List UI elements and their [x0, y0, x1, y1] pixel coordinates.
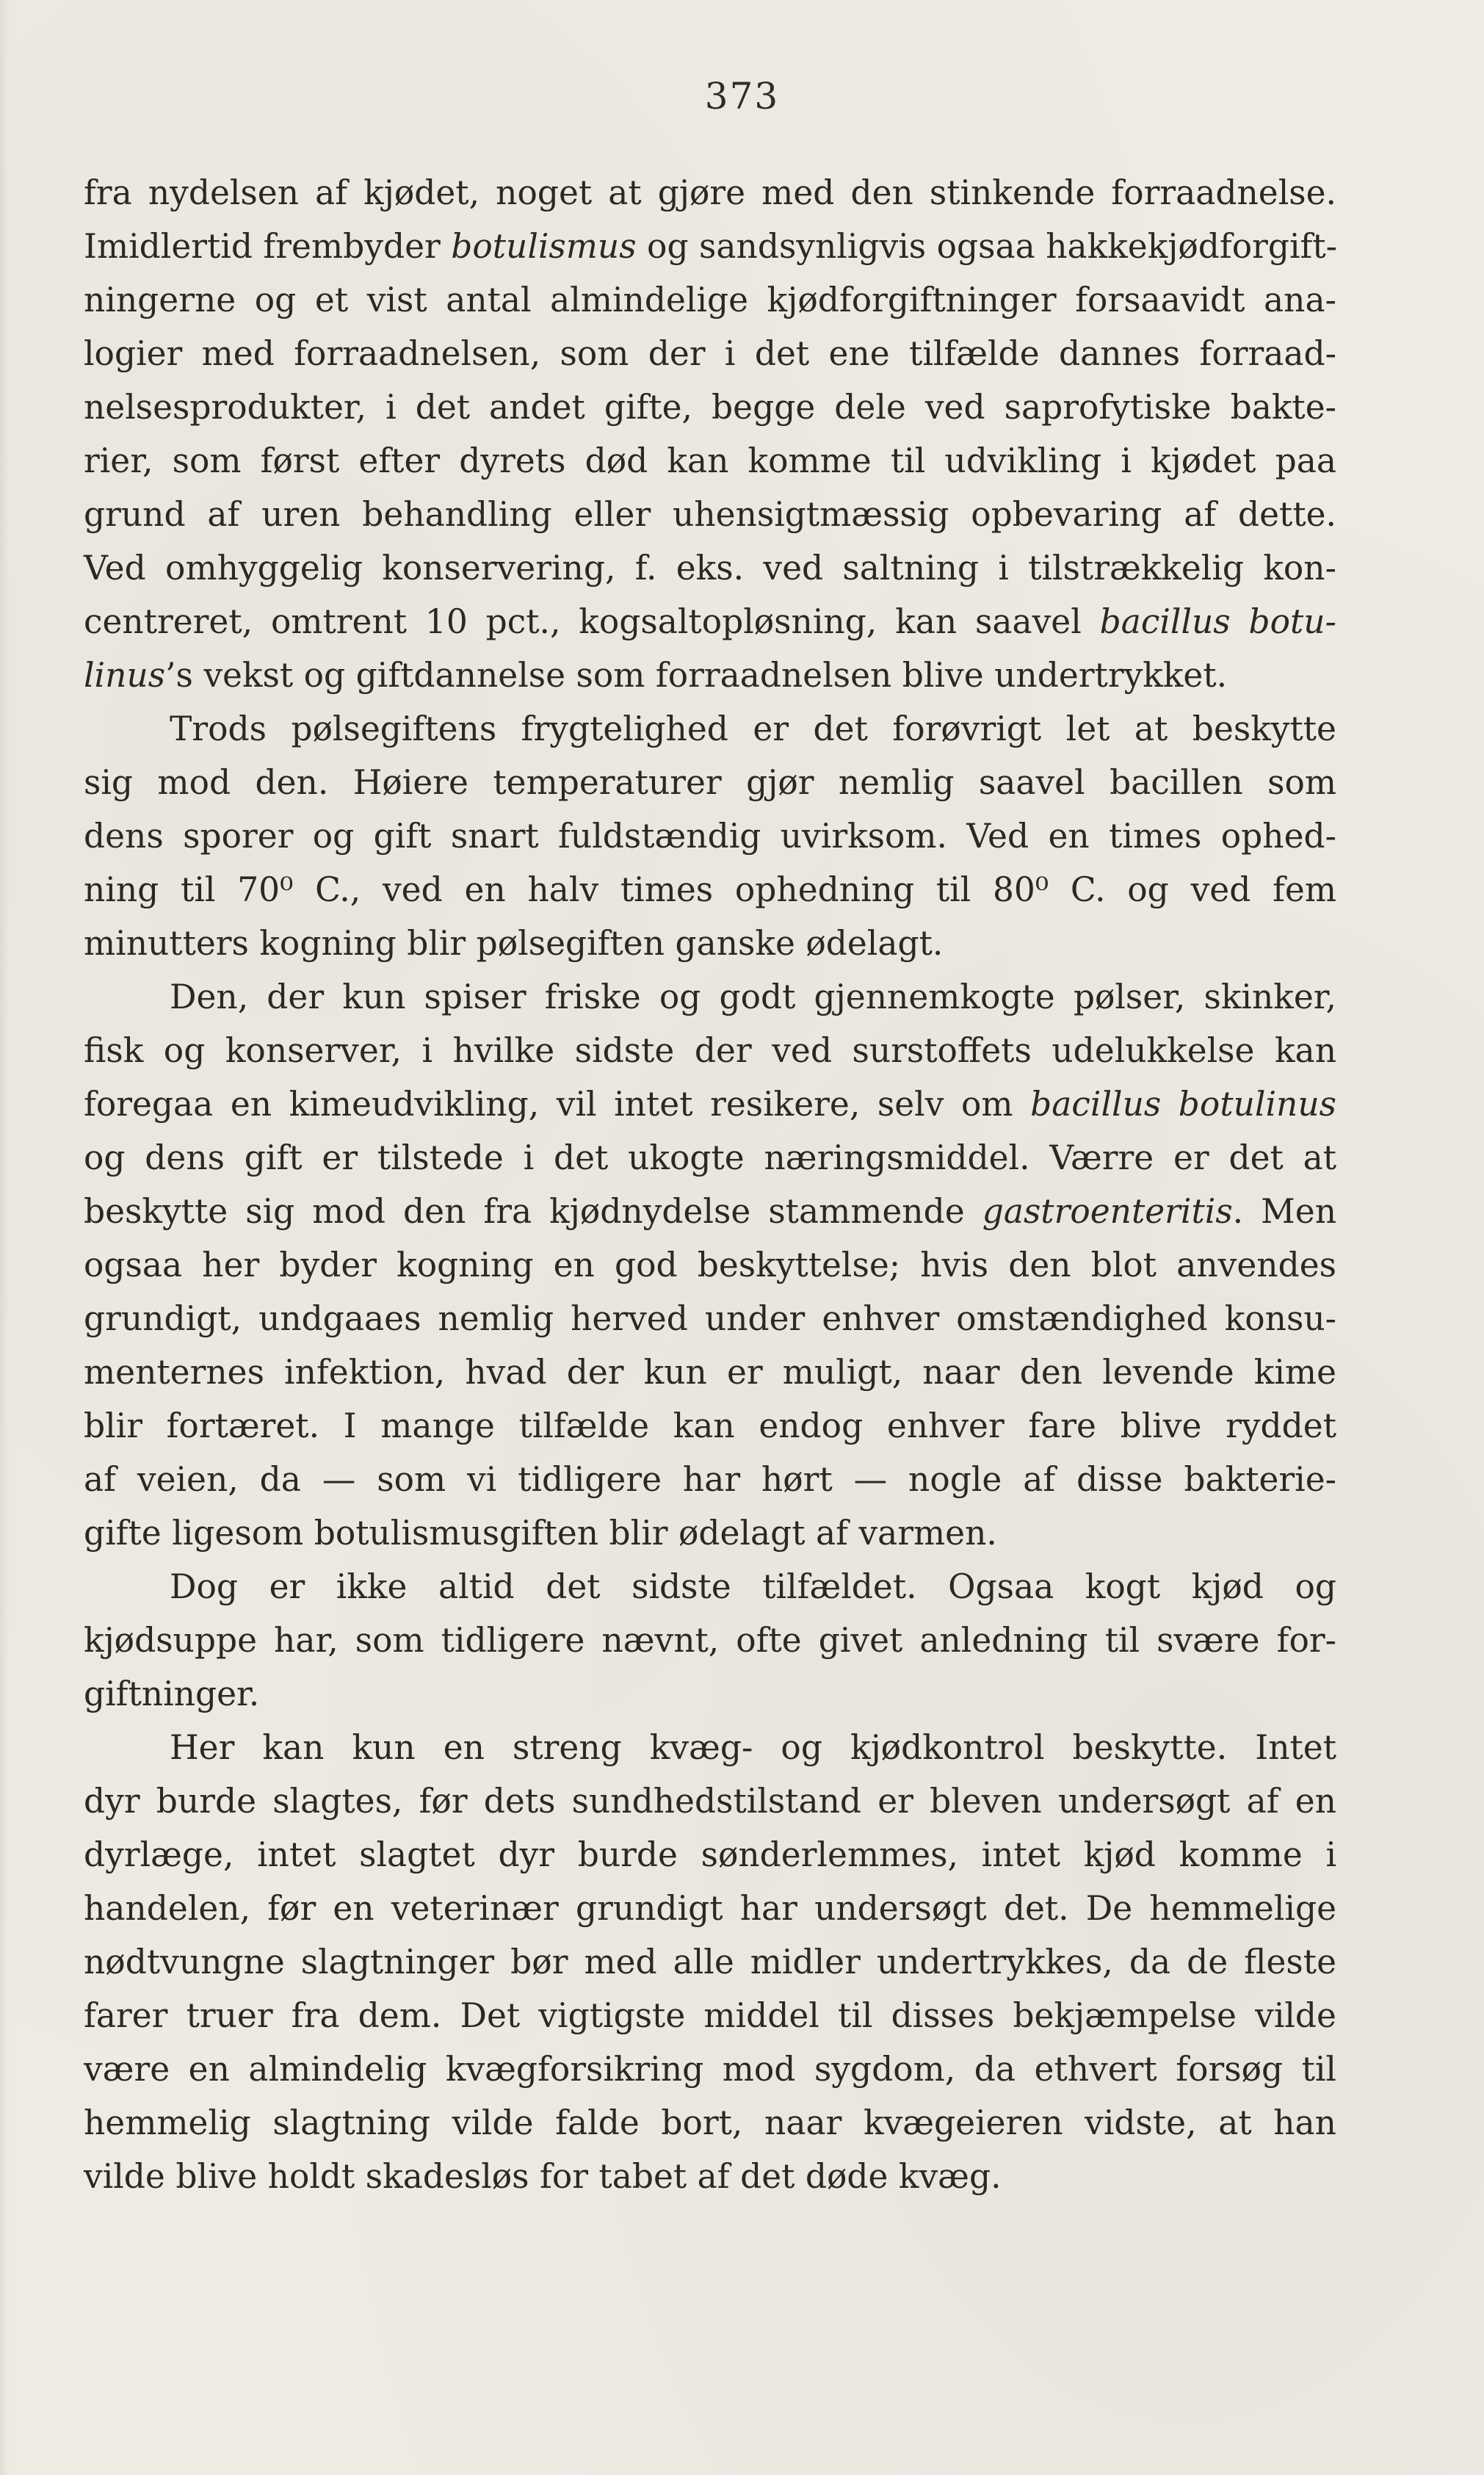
- text-segment: Den, der kun spiser friske og godt gjennemkogte pølser, skinker,: [170, 978, 1336, 1016]
- text-line: [84, 702, 1336, 756]
- text-line: [84, 1774, 1336, 1828]
- text-segment: og dens gift er tilstede i det ukogte næringsmiddel. Værre er det at: [84, 1138, 1336, 1177]
- text-segment: Imidlertid frembyder: [84, 227, 452, 266]
- text-line: [84, 595, 1336, 648]
- text-segment: fisk og konserver, i hvilke sidste der ved surstoffets udelukkelse kan: [84, 1031, 1336, 1070]
- italic-term: linus: [84, 656, 166, 695]
- text-line: [84, 1828, 1336, 1882]
- text-line: [84, 2150, 1336, 2203]
- text-line: [84, 380, 1336, 434]
- text-line: [84, 220, 1336, 273]
- text-line: [84, 863, 1336, 917]
- text-segment: og sandsynligvis ogsaa hakkekjødforgift-: [636, 227, 1338, 266]
- text-segment: være en almindelig kvægforsikring mod sygdom, da ethvert forsøg til: [84, 2050, 1336, 2089]
- text-segment: grundigt, undgaaes nemlig herved under enhver omstændighed konsu-: [84, 1299, 1336, 1338]
- text-line: [84, 1935, 1336, 1989]
- text-line: [84, 809, 1336, 863]
- text-segment: blir fortæret. I mange tilfælde kan endog enhver fare blive ryddet: [84, 1406, 1336, 1445]
- page-number: 373: [704, 75, 780, 118]
- text-line: [84, 273, 1336, 327]
- text-segment: ’s vekst og giftdannelse som forraadnelsen blive undertrykket.: [165, 656, 1228, 695]
- text-line: [84, 1453, 1336, 1506]
- text-segment: Her kan kun en streng kvæg- og kjødkontrol beskytte. Intet: [170, 1728, 1336, 1767]
- text-segment: . Men: [1232, 1192, 1337, 1231]
- text-segment: dyrlæge, intet slagtet dyr burde sønderlemmes, intet kjød komme i: [84, 1835, 1336, 1874]
- italic-term: gastroenteritis: [982, 1192, 1233, 1231]
- text-segment: farer truer fra dem. Det vigtigste middel til disses bekjæmpelse vilde: [84, 1996, 1336, 2035]
- text-segment: Dog er ikke altid det sidste tilfældet. Ogsaa kogt kjød og: [170, 1567, 1336, 1606]
- text-segment: handelen, før en veterinær grundigt har undersøgt det. De hemmelige: [84, 1889, 1336, 1928]
- text-segment: sig mod den. Høiere temperaturer gjør nemlig saavel bacillen som: [84, 763, 1336, 802]
- text-line: [84, 1882, 1336, 1935]
- text-segment: beskytte sig mod den fra kjødnydelse stammende: [84, 1192, 982, 1231]
- text-line: [84, 2096, 1336, 2150]
- text-line: [84, 1345, 1336, 1399]
- text-segment: ning til 70⁰ C., ved en halv times ophedning til 80⁰ C. og ved fem: [84, 870, 1336, 909]
- text-segment: logier med forraadnelsen, som der i det ene tilfælde dannes forraad-: [84, 334, 1336, 373]
- page-edge-shadow: [0, 0, 9, 2475]
- text-segment: ningerne og et vist antal almindelige kjødforgiftninger forsaavidt ana-: [84, 281, 1336, 319]
- text-line: [84, 1185, 1336, 1238]
- text-line: [84, 488, 1336, 541]
- italic-term: bacillus botu-: [1099, 602, 1336, 641]
- text-segment: nødtvungne slagtninger bør med alle midler undertrykkes, da de fleste: [84, 1943, 1336, 1981]
- text-segment: grund af uren behandling eller uhensigtmæssig opbevaring af dette.: [84, 495, 1336, 534]
- text-line: [84, 166, 1336, 220]
- text-segment: Ved omhyggelig konservering, f. eks. ved saltning i tilstrækkelig kon-: [84, 549, 1336, 588]
- text-line: [84, 1721, 1336, 1774]
- text-segment: kjødsuppe har, som tidligere nævnt, ofte givet anledning til svære for-: [84, 1621, 1336, 1660]
- text-line: [84, 434, 1336, 488]
- text-segment: gifte ligesom botulismusgiften blir ødelagt af varmen.: [84, 1514, 997, 1553]
- text-line: [84, 970, 1336, 1024]
- italic-term: bacillus botulinus: [1030, 1085, 1336, 1124]
- text-segment: menternes infektion, hvad der kun er muligt, naar den levende kime: [84, 1353, 1336, 1392]
- body-text: [84, 166, 1336, 2203]
- italic-term: botulismus: [451, 227, 637, 266]
- text-segment: minutters kogning blir pølsegiften ganske ødelagt.: [84, 924, 944, 963]
- text-line: [84, 1506, 1336, 1560]
- text-segment: af veien, da — som vi tidligere har hørt — nogle af disse bakterie-: [84, 1460, 1336, 1499]
- text-line: [84, 1399, 1336, 1453]
- text-line: [84, 1024, 1336, 1077]
- text-line: [84, 327, 1336, 380]
- text-segment: ogsaa her byder kogning en god beskyttelse; hvis den blot anvendes: [84, 1246, 1336, 1285]
- text-line: [84, 1077, 1336, 1131]
- text-line: [84, 541, 1336, 595]
- text-line: [84, 1560, 1336, 1614]
- text-line: [84, 1989, 1336, 2042]
- text-line: [84, 1131, 1336, 1185]
- text-segment: Trods pølsegiftens frygtelighed er det forøvrigt let at beskytte: [170, 709, 1336, 748]
- text-segment: fra nydelsen af kjødet, noget at gjøre med den stinkende forraadnelse.: [84, 173, 1336, 212]
- text-segment: dyr burde slagtes, før dets sundhedstilstand er bleven undersøgt af en: [84, 1782, 1336, 1821]
- text-segment: nelsesprodukter, i det andet gifte, begge dele ved saprofytiske bakte-: [84, 388, 1336, 427]
- text-line: [84, 1667, 1336, 1721]
- text-line: [84, 2042, 1336, 2096]
- text-segment: vilde blive holdt skadesløs for tabet af det døde kvæg.: [84, 2157, 1002, 2196]
- text-segment: dens sporer og gift snart fuldstændig uvirksom. Ved en times ophed-: [84, 817, 1336, 856]
- text-line: [84, 1238, 1336, 1292]
- text-line: [84, 648, 1336, 702]
- text-segment: foregaa en kimeudvikling, vil intet resikere, selv om: [84, 1085, 1031, 1124]
- text-segment: hemmelig slagtning vilde falde bort, naar kvægeieren vidste, at han: [84, 2103, 1336, 2142]
- text-segment: giftninger.: [84, 1674, 260, 1713]
- text-line: [84, 917, 1336, 970]
- text-line: [84, 1614, 1336, 1667]
- text-line: [84, 1292, 1336, 1345]
- text-segment: rier, som først efter dyrets død kan komme til udvikling i kjødet paa: [84, 441, 1336, 480]
- text-line: [84, 756, 1336, 809]
- text-segment: centreret, omtrent 10 pct., kogsaltopløsning, kan saavel: [84, 602, 1100, 641]
